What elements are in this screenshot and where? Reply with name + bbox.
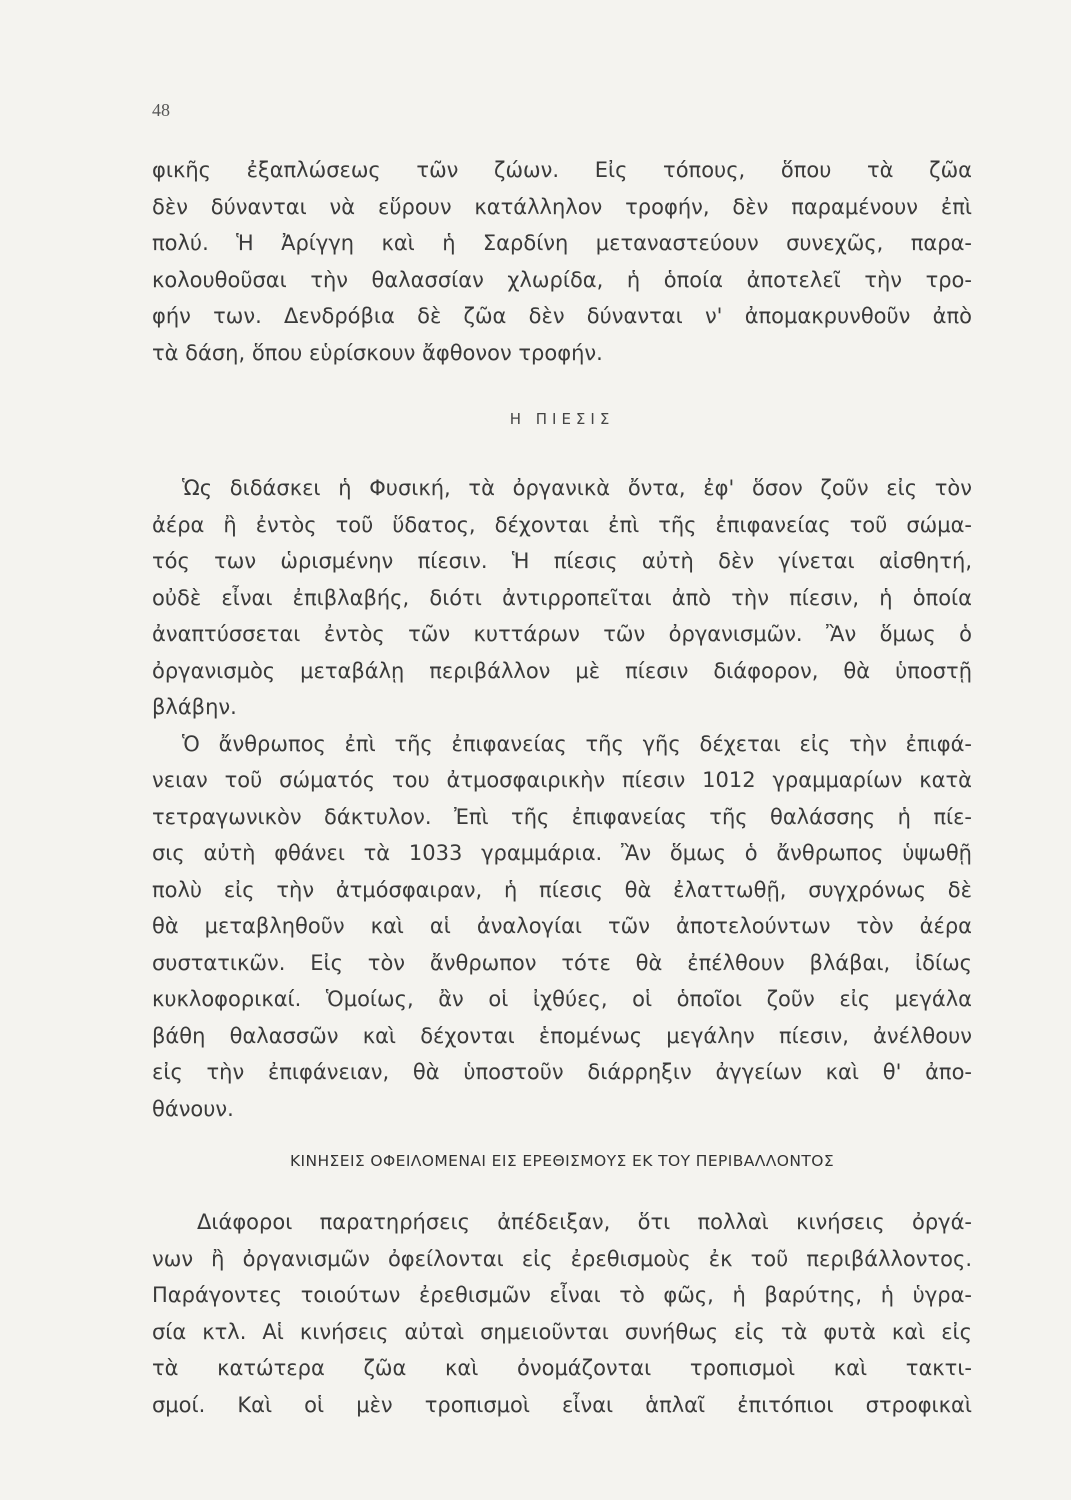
text-line: κολουθοῦσαι τὴν θαλασσίαν χλωρίδα, ἡ ὁποία ἀποτελεῖ τὴν τρο- bbox=[152, 267, 972, 292]
section-movements-text bbox=[152, 1204, 972, 1423]
section-heading-movements: ΚΙΝΗΣΕΙΣ ΟΦΕΙΛΟΜΕΝΑΙ ΕΙΣ ΕΡΕΘΙΣΜΟΥΣ ΕΚ ΤΟΥ ΠΕΡΙΒΑΛΛΟΝΤΟΣ bbox=[289, 1152, 835, 1170]
text-line: ἀέρα ἢ ἐντὸς τοῦ ὕδατος, δέχονται ἐπὶ τῆς ἐπιφανείας τοῦ σώμα- bbox=[152, 512, 972, 537]
text-line: κυκλοφορικαί. Ὁμοίως, ἂν οἱ ἰχθύες, οἱ ὁποῖοι ζοῦν εἰς μεγάλα bbox=[152, 987, 972, 1011]
text-line: Παράγοντες τοιούτων ἐρεθισμῶν εἶναι τὸ φῶς, ἡ βαρύτης, ἡ ὑγρα- bbox=[152, 1283, 972, 1307]
text-line: νειαν τοῦ σώματός του ἀτμοσφαιρικὴν πίεσιν 1012 γραμμαρίων κατὰ bbox=[152, 768, 972, 792]
text-line: βάθη θαλασσῶν καὶ δέχονται ἑπομένως μεγάλην πίεσιν, ἀνέλθουν bbox=[152, 1023, 972, 1048]
text-line: σις αὐτὴ φθάνει τὰ 1033 γραμμάρια. Ἂν ὅμως ὁ ἄνθρωπος ὑψωθῇ bbox=[152, 841, 972, 865]
text-line: σμοί. Καὶ οἱ μὲν τροπισμοὶ εἶναι ἁπλαῖ ἐπιτόπιοι στροφικαὶ bbox=[152, 1392, 972, 1417]
text-line: φήν των. Δενδρόβια δὲ ζῶα δὲν δύνανται ν' ἀπομακρυνθοῦν ἀπὸ bbox=[152, 304, 972, 328]
text-line: νων ἢ ὀργανισμῶν ὀφείλονται εἰς ἐρεθισμοὺς ἐκ τοῦ περιβάλλοντος. bbox=[152, 1246, 972, 1271]
text-line: θάνουν. bbox=[152, 1096, 234, 1121]
text-line: φικῆς ἐξαπλώσεως τῶν ζώων. Εἰς τόπους, ὅπου τὰ ζῶα bbox=[152, 158, 972, 182]
text-line: σία κτλ. Αἱ κινήσεις αὐταὶ σημειοῦνται συνήθως εἰς τὰ φυτὰ καὶ εἰς bbox=[152, 1319, 972, 1344]
text-line: βλάβην. bbox=[152, 695, 237, 719]
text-line: δὲν δύνανται νὰ εὕρουν κατάλληλον τροφήν, δὲν παραμένουν ἐπὶ bbox=[152, 194, 972, 219]
text-line: Ὁ ἄνθρωπος ἐπὶ τῆς ἐπιφανείας τῆς γῆς δέχεται εἰς τὴν ἐπιφά- bbox=[182, 731, 972, 756]
text-line: τετραγωνικὸν δάκτυλον. Ἐπὶ τῆς ἐπιφανείας τῆς θαλάσσης ἡ πίε- bbox=[152, 804, 972, 829]
section-pressure-text bbox=[152, 470, 972, 1127]
page-number: 48 bbox=[152, 100, 170, 120]
text-line: θὰ μεταβληθοῦν καὶ αἱ ἀναλογίαι τῶν ἀποτελούντων τὸν ἀέρα bbox=[152, 914, 972, 938]
text-line: Ὡς διδάσκει ἡ Φυσική, τὰ ὀργανικὰ ὄντα, ἐφ' ὅσον ζοῦν εἰς τὸν bbox=[182, 476, 972, 500]
text-line: πολύ. Ἡ Ἀρίγγη καὶ ἡ Σαρδίνη μεταναστεύουν συνεχῶς, παρα- bbox=[152, 231, 972, 255]
text-line: οὐδὲ εἶναι ἐπιβλαβής, διότι ἀντιρροπεῖται ἀπὸ τὴν πίεσιν, ἡ ὁποία bbox=[152, 585, 972, 610]
section-heading-pressure: Η ΠΙΕΣΙΣ bbox=[509, 410, 615, 428]
text-line: Διάφοροι παρατηρήσεις ἀπέδειξαν, ὅτι πολλαὶ κινήσεις ὀργά- bbox=[197, 1210, 972, 1234]
text-line: τός των ὡρισμένην πίεσιν. Ἡ πίεσις αὐτὴ δὲν γίνεται αἰσθητή, bbox=[152, 549, 972, 573]
text-line: τὰ κατώτερα ζῶα καὶ ὀνομάζονται τροπισμοὶ καὶ τακτι- bbox=[152, 1356, 972, 1380]
text-line: τὰ δάση, ὅπου εὑρίσκουν ἄφθονον τροφήν. bbox=[152, 340, 603, 365]
text-line: συστατικῶν. Εἰς τὸν ἄνθρωπον τότε θὰ ἐπέλθουν βλάβαι, ἰδίως bbox=[152, 950, 972, 975]
text-line: εἰς τὴν ἐπιφάνειαν, θὰ ὑποστοῦν διάρρηξιν ἀγγείων καὶ θ' ἀπο- bbox=[152, 1060, 972, 1084]
paragraph-dispersal bbox=[152, 152, 972, 371]
text-line: ὀργανισμὸς μεταβάλῃ περιβάλλον μὲ πίεσιν διάφορον, θὰ ὑποστῇ bbox=[152, 658, 972, 683]
text-line: ἀναπτύσσεται ἐντὸς τῶν κυττάρων τῶν ὀργανισμῶν. Ἂν ὅμως ὁ bbox=[152, 622, 972, 646]
text-line: πολὺ εἰς τὴν ἀτμόσφαιραν, ἡ πίεσις θὰ ἐλαττωθῇ, συγχρόνως δὲ bbox=[152, 877, 972, 902]
